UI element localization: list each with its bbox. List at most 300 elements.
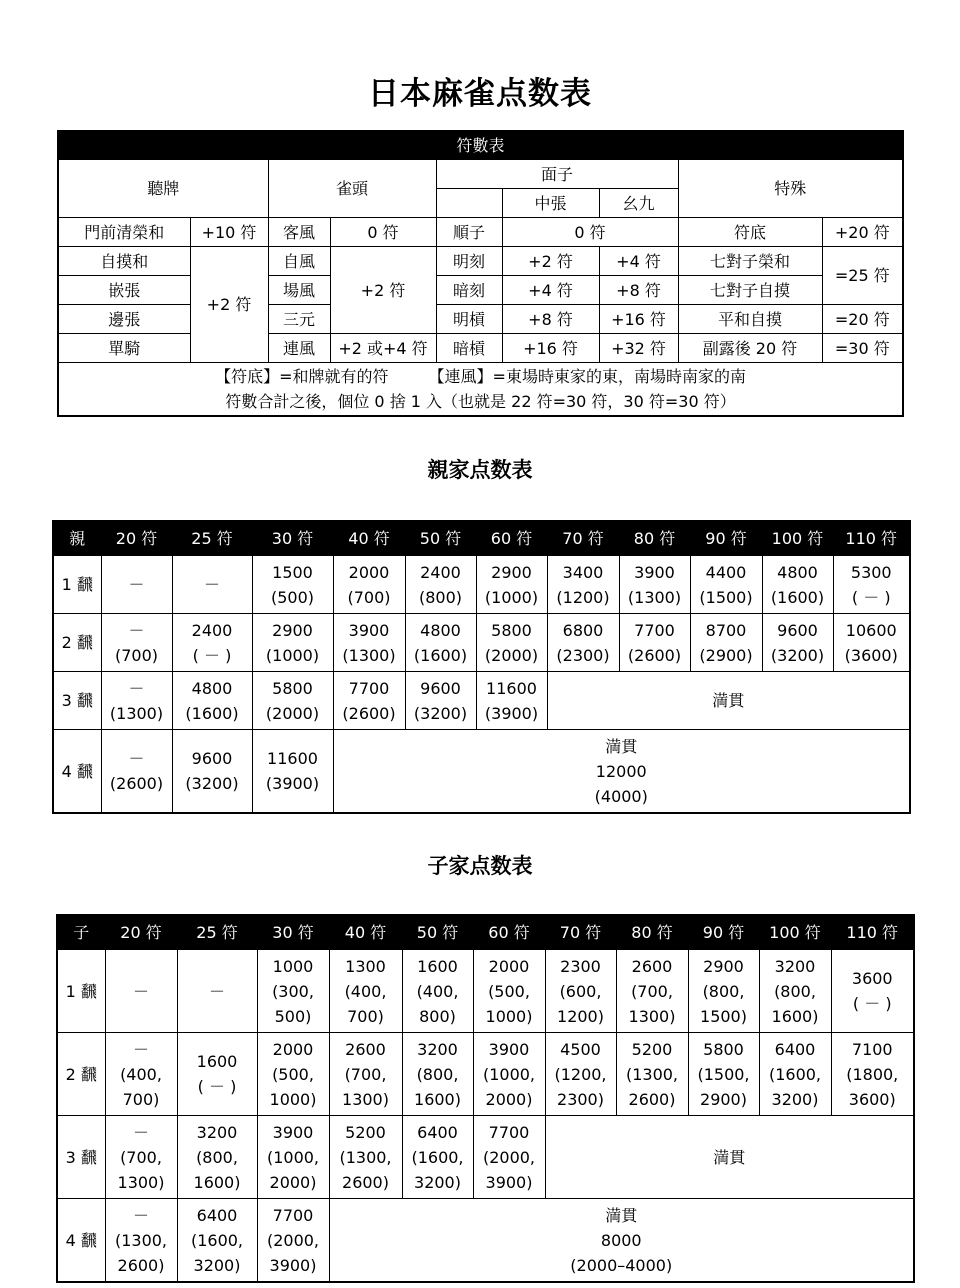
han-row [57,1199,914,1283]
fu-header: 25 符 [177,915,257,950]
score-cell [177,1116,257,1199]
score-line: (1500) [699,587,753,607]
score-line: 3900) [485,1172,533,1192]
fu-header: 80 符 [619,521,690,556]
score-cell [257,1033,329,1116]
score-line: 5800 [703,1039,744,1059]
score-line: (500, [272,1064,314,1084]
mangan-line: 満貫 [605,736,638,756]
score-cell [831,950,914,1033]
score-line: 6400 [196,1205,238,1225]
mentsu-yaochu: +8 符 [599,276,678,305]
score-line: 7700 [272,1205,314,1225]
score-line: 2300) [557,1089,604,1109]
fu-header: 40 符 [333,521,405,556]
score-line: 2600 [345,1039,386,1059]
jantou-value: +2 或+4 符 [330,334,436,363]
score-line: (1200) [556,587,610,607]
jantou-label: 自風 [268,247,330,276]
score-line: (300, [272,981,314,1001]
score-line: 6800 [562,620,604,640]
score-cell [177,1199,257,1283]
score-line: － [128,678,145,698]
score-line: (2000) [484,645,539,665]
score-line: ( － ) [851,587,891,607]
fu-note-line2: 符數合計之後，個位 0 捨 1 入（也就是 22 符=30 符，30 符=30 符） [225,392,736,411]
score-cell [473,950,545,1033]
score-line: (1600, [411,1147,464,1167]
han-row [57,1033,914,1116]
score-line: (400, [416,981,459,1001]
score-line: 2000 [348,562,390,582]
mangan-line: 満貫 [605,1205,638,1225]
fu-header: 60 符 [476,521,547,556]
score-line: (1300, [625,1064,679,1084]
score-line: (2000, [266,1230,320,1250]
mangan-cell [329,1199,914,1283]
score-cell [402,1033,473,1116]
header-tokushu: 特殊 [678,160,903,218]
score-line: (500) [270,587,315,607]
score-line: 1300) [342,1089,389,1109]
han-row [53,614,910,672]
score-line: 1600) [414,1089,461,1109]
score-line: 7700 [488,1122,530,1142]
fu-header: 80 符 [616,915,688,950]
score-line: 2600) [117,1255,165,1275]
han-label: 3 飜 [57,1116,105,1199]
score-line: (1000) [484,587,539,607]
score-cell [759,1033,831,1116]
score-line: － [132,1039,149,1059]
score-line: 5800 [491,620,532,640]
score-line: (3200) [770,645,825,665]
mentsu-yaochu: +4 符 [599,247,678,276]
score-line: 7700 [348,678,390,698]
score-cell [473,1033,545,1116]
jantou-label: 連風 [268,334,330,363]
score-line: 3200) [771,1089,819,1109]
han-label: 1 飜 [57,950,105,1033]
score-line: (1000, [482,1064,536,1084]
score-line: (3200) [185,774,239,793]
jantou-label: 場風 [268,276,330,305]
fu-header: 100 符 [759,915,831,950]
han-label: 1 飜 [53,556,101,614]
score-line: 1600 [196,1052,238,1071]
score-line: 9600 [191,749,233,768]
score-line: ( － ) [852,994,892,1013]
fu-header: 90 符 [690,521,762,556]
score-cell [257,1116,329,1199]
score-line: (1600) [770,587,825,607]
score-line: 1500 [272,562,313,582]
score-line: 800) [419,1006,456,1026]
score-line: 3200 [417,1039,458,1059]
header-jantou: 雀頭 [268,160,436,218]
score-line: 4800 [777,562,818,582]
score-cell [252,672,333,730]
fu-header: 20 符 [105,915,177,950]
score-line: (700) [347,587,391,607]
score-line: 700) [347,1006,384,1026]
score-line: 2900 [272,620,313,640]
score-line: 5800 [272,678,313,698]
tokushu-value: =20 符 [822,305,903,334]
score-line: (2000) [265,703,320,723]
score-line: 9600 [420,678,461,698]
score-cell [833,614,910,672]
score-line: 8700 [705,620,747,640]
mentsu-label: 暗槓 [436,334,502,363]
score-cell [101,730,172,814]
fu-header: 30 符 [252,521,333,556]
fu-header: 40 符 [329,915,402,950]
score-line: (1600) [185,703,239,723]
fu-header: 90 符 [688,915,759,950]
mangan-line: 12000 [595,761,647,781]
score-line: (3200) [413,703,468,723]
corner-label: 子 [57,915,105,950]
score-line: 2000) [269,1172,317,1192]
score-cell [333,672,405,730]
fu-table-title: 符數表 [58,131,903,160]
score-cell [688,950,759,1033]
fu-header: 50 符 [402,915,473,950]
fu-header: 50 符 [405,521,476,556]
score-cell [105,1033,177,1116]
fu-note-line1: 【符底】=和牌就有的符 【連風】=東場時東家的東，南場時南家的南 [215,367,746,386]
score-line: (1600, [190,1230,244,1250]
score-cell [762,614,833,672]
score-line: 2900 [703,956,744,976]
score-line: (3900) [265,774,320,793]
score-cell [172,730,252,814]
mangan-line: 満貫 [713,1147,746,1167]
mentsu-label: 明刻 [436,247,502,276]
score-line: 1300 [345,956,386,976]
score-line: 3200 [774,956,816,976]
score-cell [405,614,476,672]
score-line: 1500) [700,1006,747,1026]
score-cell [476,614,547,672]
ko-score-table [56,914,915,1283]
score-line: 1000) [269,1089,317,1109]
header-yaochu: 幺九 [599,189,678,218]
mangan-cell [547,672,910,730]
score-line: 700) [122,1089,160,1109]
score-line: － [128,575,145,594]
score-line: 7100 [851,1039,893,1059]
fu-header: 30 符 [257,915,329,950]
score-line: 2600 [631,956,673,976]
mangan-line: 8000 [600,1230,642,1250]
tenpai-shared-value: +2 符 [190,247,268,363]
score-line: (1200, [554,1064,607,1084]
score-cell [545,1033,616,1116]
score-line: 2000) [485,1089,533,1109]
score-line: 3600) [848,1089,896,1109]
score-line: (700, [344,1064,387,1084]
fu-header: 60 符 [473,915,545,950]
score-line: (1500, [697,1064,750,1084]
han-row [53,556,910,614]
score-line: 2000 [488,956,530,976]
score-cell [105,1116,177,1199]
score-line: (2900) [699,645,753,665]
score-line: (2000, [482,1147,536,1167]
score-line: (1600) [413,645,468,665]
mentsu-chunchan: +4 符 [502,276,599,305]
score-cell [329,1116,402,1199]
score-line: 3600 [851,969,893,988]
tenpai-label: 門前清榮和 [58,218,190,247]
tokushu-shared-value: =25 符 [822,247,903,305]
score-line: (400, [344,981,387,1001]
mentsu-label: 順子 [436,218,502,247]
score-line: － [132,1205,149,1225]
score-cell [547,556,619,614]
han-label: 4 飜 [57,1199,105,1283]
fu-note [58,363,903,417]
score-line: 1300) [628,1006,676,1026]
score-cell [619,614,690,672]
score-line: 2900 [491,562,532,582]
score-line: － [128,749,145,768]
score-line: 6400 [417,1122,458,1142]
fu-header: 70 符 [545,915,616,950]
han-label: 3 飜 [53,672,101,730]
score-line: 6400 [774,1039,816,1059]
fu-header: 110 符 [831,915,914,950]
score-line: 4500 [560,1039,601,1059]
score-line: 4800 [191,678,233,698]
score-cell [329,950,402,1033]
tokushu-label: 七對子自摸 [678,276,822,305]
score-line: 3900) [269,1255,317,1275]
header-mentsu-blank [436,189,502,218]
score-cell [252,556,333,614]
score-line: 3900 [488,1039,530,1059]
fu-header: 70 符 [547,521,619,556]
score-line: (1600, [768,1064,822,1084]
jantou-label: 三元 [268,305,330,334]
score-line: 5200 [345,1122,386,1142]
score-cell [329,1033,402,1116]
score-line: － [203,575,220,594]
score-line: (800, [196,1147,238,1167]
tokushu-value: +20 符 [822,218,903,247]
score-cell [405,556,476,614]
score-line: 11600 [267,749,318,768]
score-cell [833,556,910,614]
han-label: 4 飜 [53,730,101,814]
score-line: － [132,1122,149,1142]
score-cell [547,614,619,672]
han-row [53,672,910,730]
score-cell [759,950,831,1033]
mentsu-value: 0 符 [502,218,678,247]
mangan-line: 満貫 [712,691,745,710]
score-cell [172,556,252,614]
score-line: 2400 [191,620,233,640]
score-line: (700) [114,645,159,665]
score-line: 4400 [705,562,747,582]
score-line: － [128,620,145,640]
score-line: 7700 [634,620,675,640]
score-line: 500) [274,1006,312,1026]
score-line: (1300) [627,587,682,607]
score-line: (1300, [339,1147,392,1167]
mangan-line: (2000–4000) [570,1255,673,1275]
score-line: 1000 [272,956,314,976]
mentsu-label: 明槓 [436,305,502,334]
oya-score-table [52,520,911,814]
header-chunchan: 中張 [502,189,599,218]
score-line: 9600 [777,620,818,640]
score-line: (2600) [627,645,682,665]
han-row [53,730,910,814]
score-cell [619,556,690,614]
score-cell [252,730,333,814]
jantou-value: 0 符 [330,218,436,247]
score-cell [405,672,476,730]
score-line: 3900 [348,620,390,640]
score-cell [105,1199,177,1283]
score-line: (800, [702,981,745,1001]
han-label: 2 飜 [57,1033,105,1116]
tenpai-label: 邊張 [58,305,190,334]
jantou-shared-value: +2 符 [330,247,436,334]
score-cell [177,1033,257,1116]
score-cell [690,614,762,672]
mangan-cell [545,1116,914,1199]
score-cell [333,556,405,614]
score-cell [172,672,252,730]
tenpai-label: 單騎 [58,334,190,363]
score-line: ( － ) [192,645,232,665]
score-line: － [208,981,225,1001]
score-cell [333,614,405,672]
score-line: (2300) [556,645,610,665]
page-title: 日本麻雀点数表 [368,76,592,112]
han-row [57,1116,914,1199]
score-line: 2600) [342,1172,389,1192]
score-line: (600, [559,981,602,1001]
mangan-line: (4000) [594,786,648,806]
score-line: 5200 [631,1039,673,1059]
score-line: 3200) [193,1255,241,1275]
score-line: 2900) [700,1089,747,1109]
oya-heading: 親家点数表 [427,458,533,482]
header-tenpai: 聽牌 [58,160,268,218]
score-cell [473,1116,545,1199]
score-line: (800) [418,587,463,607]
score-line: － [132,981,149,1001]
tokushu-label: 七對子榮和 [678,247,822,276]
han-row [57,950,914,1033]
score-cell [476,556,547,614]
mentsu-chunchan: +16 符 [502,334,599,363]
tokushu-label: 副露後 20 符 [678,334,822,363]
fu-header: 110 符 [833,521,910,556]
corner-label: 親 [53,521,101,556]
score-cell [831,1033,914,1116]
score-line: 3900 [634,562,675,582]
score-line: (700, [120,1147,162,1167]
mentsu-label: 暗刻 [436,276,502,305]
score-line: (1300, [114,1230,168,1250]
ko-heading: 子家点数表 [427,854,533,878]
score-line: 1600) [771,1006,819,1026]
score-cell [476,672,547,730]
mangan-cell [333,730,910,814]
score-line: (2600) [342,703,396,723]
score-line: (1000) [265,645,320,665]
score-line: 1600 [417,956,458,976]
score-line: (800, [416,1064,459,1084]
tenpai-value: +10 符 [190,218,268,247]
score-line: (1300) [342,645,396,665]
mentsu-chunchan: +2 符 [502,247,599,276]
fu-table [57,130,904,417]
fu-header: 25 符 [172,521,252,556]
score-cell [101,614,172,672]
score-line: 3900 [272,1122,314,1142]
han-label: 2 飜 [53,614,101,672]
score-cell [402,950,473,1033]
score-cell [545,950,616,1033]
score-line: 1200) [557,1006,604,1026]
score-line: 3200 [196,1122,238,1142]
header-mentsu: 面子 [436,160,678,189]
fu-header: 100 符 [762,521,833,556]
score-cell [172,614,252,672]
score-line: 3200) [414,1172,461,1192]
score-line: 1000) [485,1006,533,1026]
score-cell [690,556,762,614]
tenpai-label: 自摸和 [58,247,190,276]
score-line: 2300 [560,956,601,976]
score-line: 5300 [850,562,892,582]
score-cell [616,1033,688,1116]
score-line: 2000 [272,1039,314,1059]
score-cell [402,1116,473,1199]
score-line: (1300) [109,703,164,723]
jantou-label: 客風 [268,218,330,247]
score-cell [252,614,333,672]
score-cell [688,1033,759,1116]
score-cell [257,950,329,1033]
score-line: (2600) [109,774,164,793]
tokushu-label: 平和自摸 [678,305,822,334]
score-line: (700, [631,981,673,1001]
score-line: (500, [488,981,530,1001]
mentsu-yaochu: +16 符 [599,305,678,334]
score-cell [616,950,688,1033]
score-line: 1300) [117,1172,165,1192]
score-line: (3900) [484,703,539,723]
fu-header: 20 符 [101,521,172,556]
score-cell [177,950,257,1033]
tokushu-value: =30 符 [822,334,903,363]
score-line: 2600) [628,1089,676,1109]
score-cell [105,950,177,1033]
score-line: 3400 [562,562,604,582]
mentsu-yaochu: +32 符 [599,334,678,363]
score-line: (1800, [846,1064,899,1084]
score-line: (1000, [266,1147,320,1167]
